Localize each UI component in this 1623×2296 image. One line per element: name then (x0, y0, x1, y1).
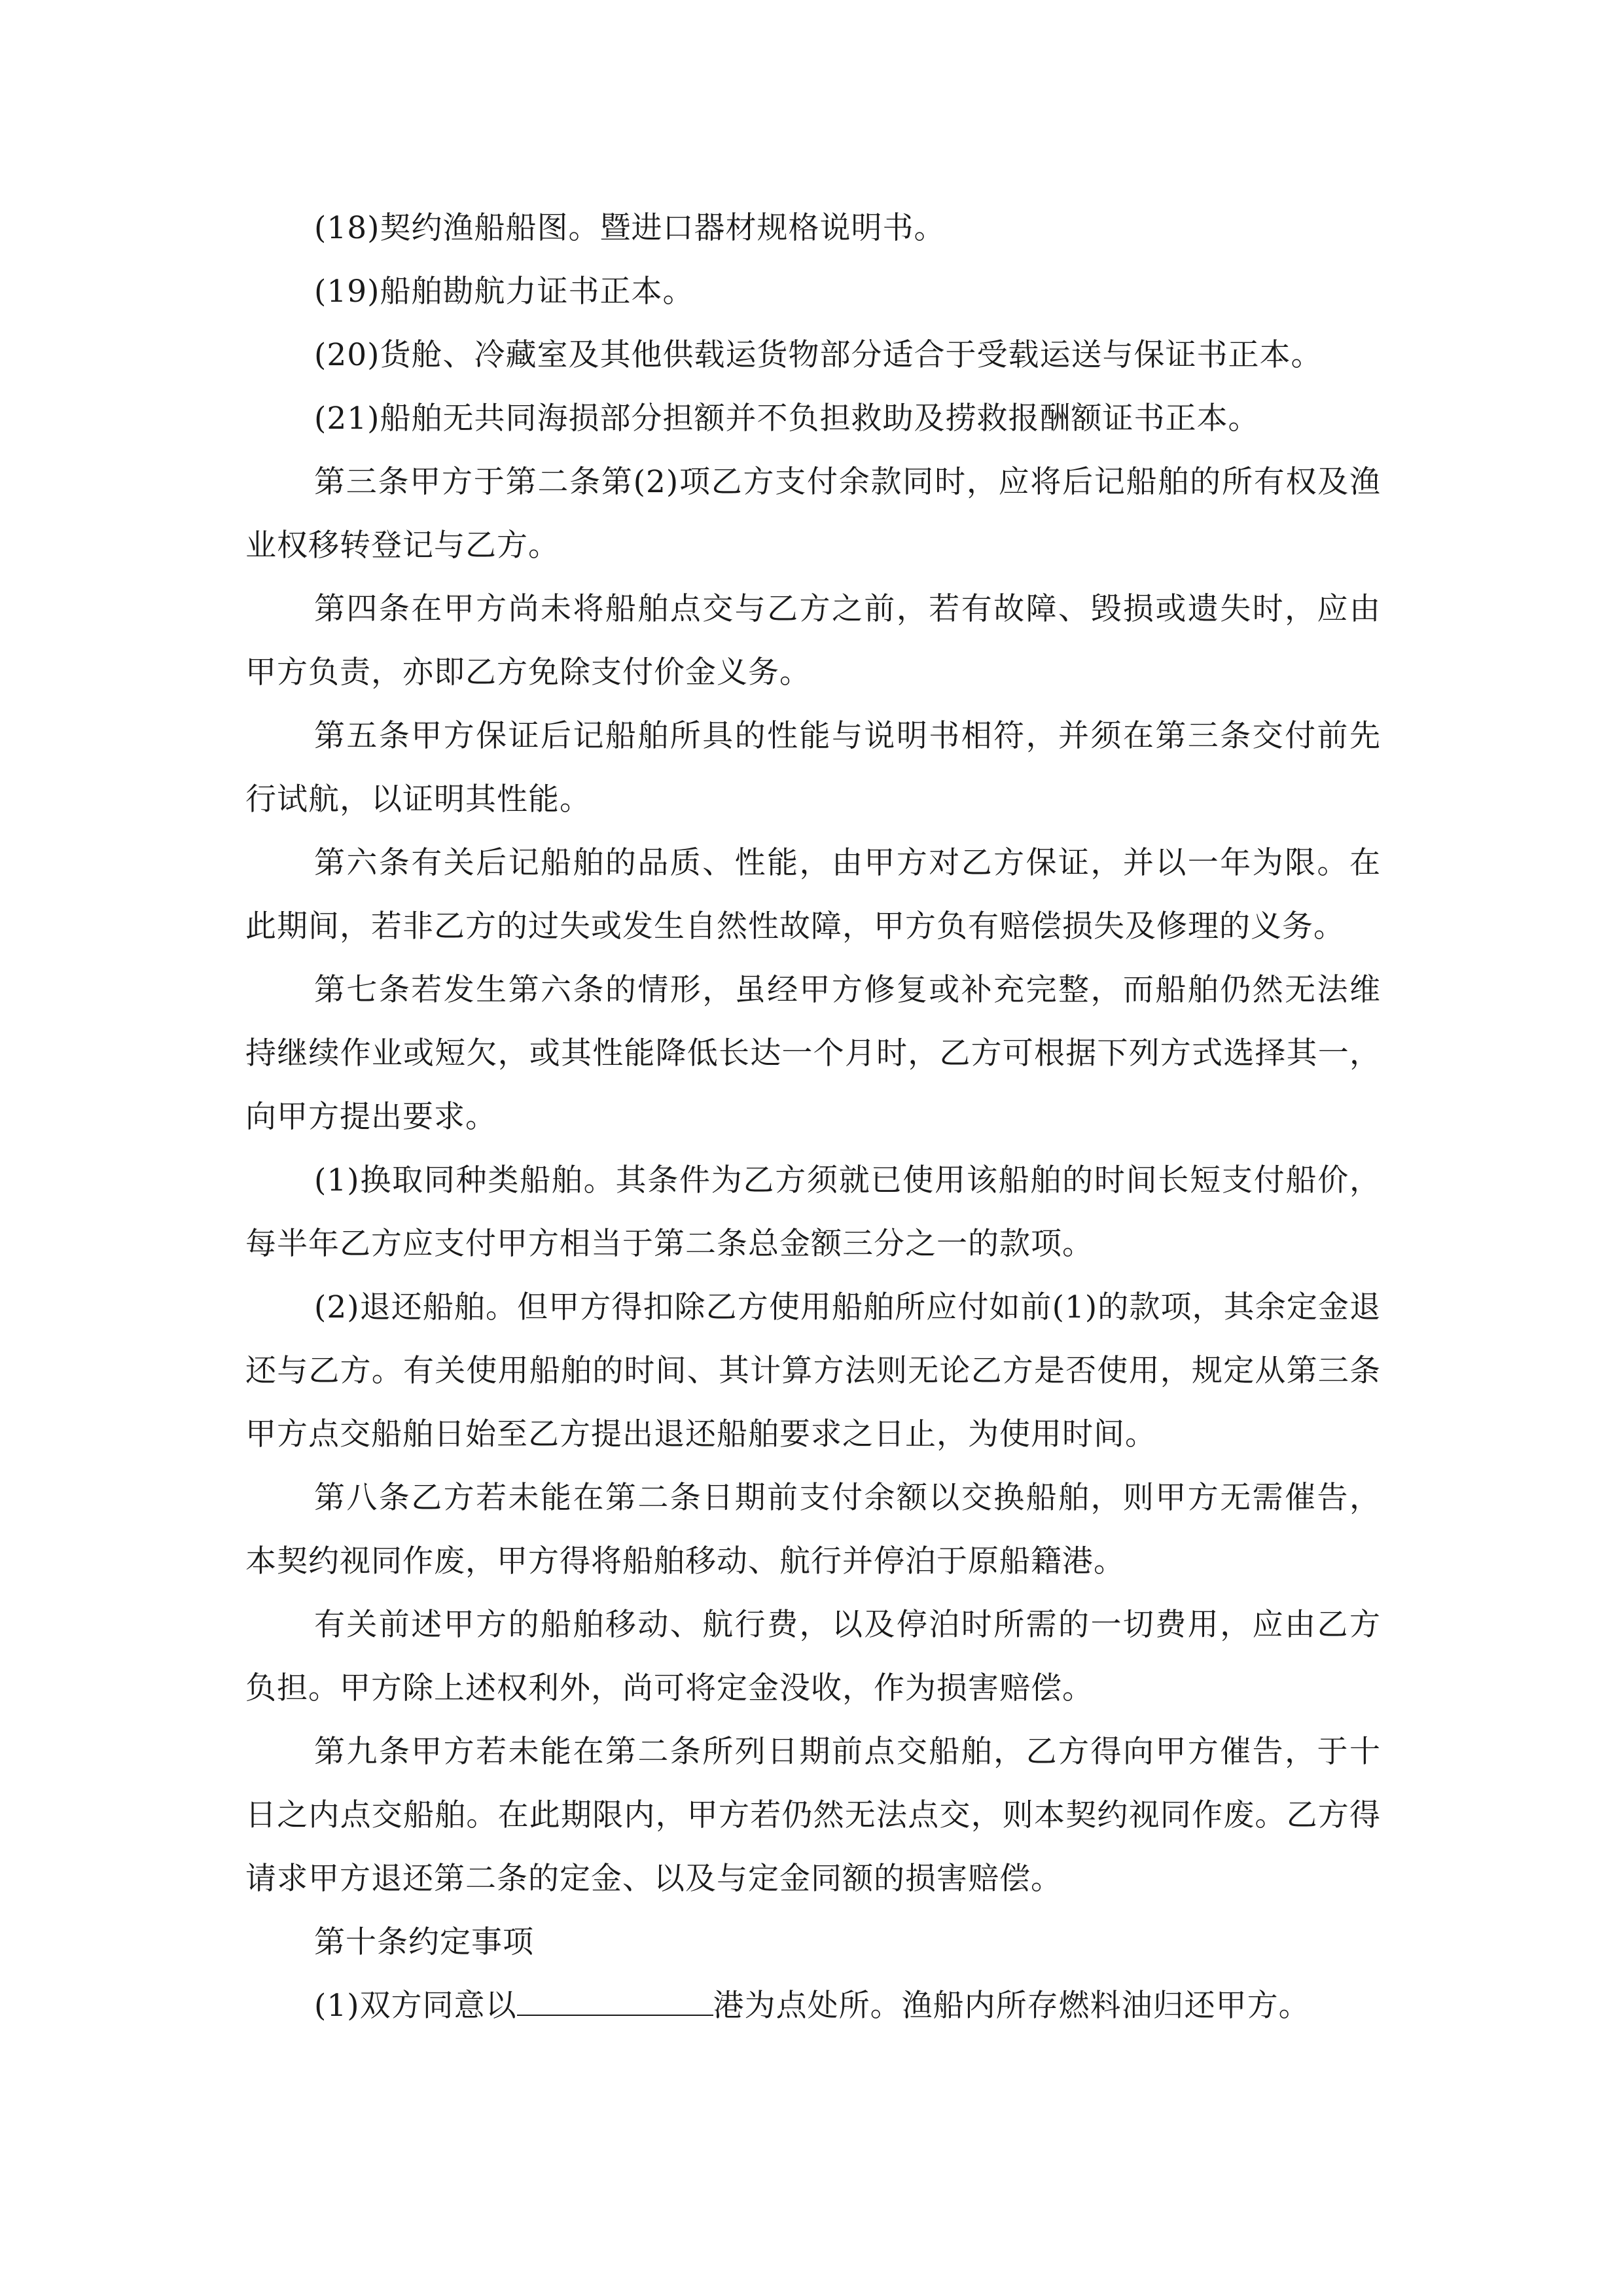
paragraph-item-18: (18)契约渔船船图。暨进口器材规格说明书。 (314, 210, 946, 246)
paragraph-article-3: 第三条甲方于第二条第(2)项乙方支付余款同时，应将后记船舶的所有权及渔业权移转登记与乙方。 (245, 464, 1381, 564)
paragraph-article-4: 第四条在甲方尚未将船舶点交与乙方之前，若有故障、毁损或遗失时，应由甲方负责，亦即乙方免除支付价金义务。 (245, 591, 1381, 691)
document-body (245, 196, 1381, 2037)
paragraph-item-21: (21)船舶无共同海损部分担额并不负担救助及捞救报酬额证书正本。 (314, 401, 1260, 437)
paragraph-article-7-option-2: (2)退还船舶。但甲方得扣除乙方使用船舶所应付如前(1)的款项，其余定金退还与乙方。有关使用船舶的时间、其计算方法则无论乙方是否使用，规定从第三条甲方点交船舶日始至乙方提出退还船舶要求之日止，为使用时间。 (245, 1289, 1381, 1452)
paragraph-article-10-heading: 第十条约定事项 (314, 1924, 534, 1960)
paragraph-article-8: 第八条乙方若未能在第二条日期前支付余额以交换船舶，则甲方无需催告，本契约视同作废，甲方得将船舶移动、航行并停泊于原船籍港。 (245, 1480, 1381, 1579)
paragraph-article-6: 第六条有关后记船舶的品质、性能，由甲方对乙方保证，并以一年为限。在此期间，若非乙方的过失或发生自然性故障，甲方负有赔偿损失及修理的义务。 (245, 845, 1381, 944)
item-1-text-before: (1)双方同意以 (314, 1988, 517, 2024)
item-1-text-after: 港为点处所。渔船内所存燃料油归还甲方。 (713, 1988, 1310, 2024)
paragraph-article-5: 第五条甲方保证后记船舶所具的性能与说明书相符，并须在第三条交付前先行试航，以证明其性能。 (245, 718, 1381, 817)
paragraph-article-7: 第七条若发生第六条的情形，虽经甲方修复或补充完整，而船舶仍然无法维持继续作业或短欠，或其性能降低长达一个月时，乙方可根据下列方式选择其一，向甲方提出要求。 (245, 972, 1381, 1135)
paragraph-article-9: 第九条甲方若未能在第二条所列日期前点交船舶，乙方得向甲方催告，于十日之内点交船舶。在此期限内，甲方若仍然无法点交，则本契约视同作废。乙方得请求甲方退还第二条的定金、以及与定金同额的损害赔偿。 (245, 1734, 1381, 1897)
fill-in-blank-port[interactable] (517, 1988, 713, 2016)
paragraph-item-20: (20)货舱、冷藏室及其他供载运货物部分适合于受载运送与保证书正本。 (314, 337, 1323, 373)
paragraph-article-7-option-1: (1)换取同种类船舶。其条件为乙方须就已使用该船舶的时间长短支付船价，每半年乙方应支付甲方相当于第二条总金额三分之一的款项。 (245, 1162, 1381, 1262)
paragraph-article-8-costs: 有关前述甲方的船舶移动、航行费，以及停泊时所需的一切费用，应由乙方负担。甲方除上述权利外，尚可将定金没收，作为损害赔偿。 (245, 1607, 1381, 1706)
paragraph-article-10-item-1 (245, 1974, 1381, 2037)
paragraph-item-19: (19)船舶勘航力证书正本。 (314, 274, 694, 310)
